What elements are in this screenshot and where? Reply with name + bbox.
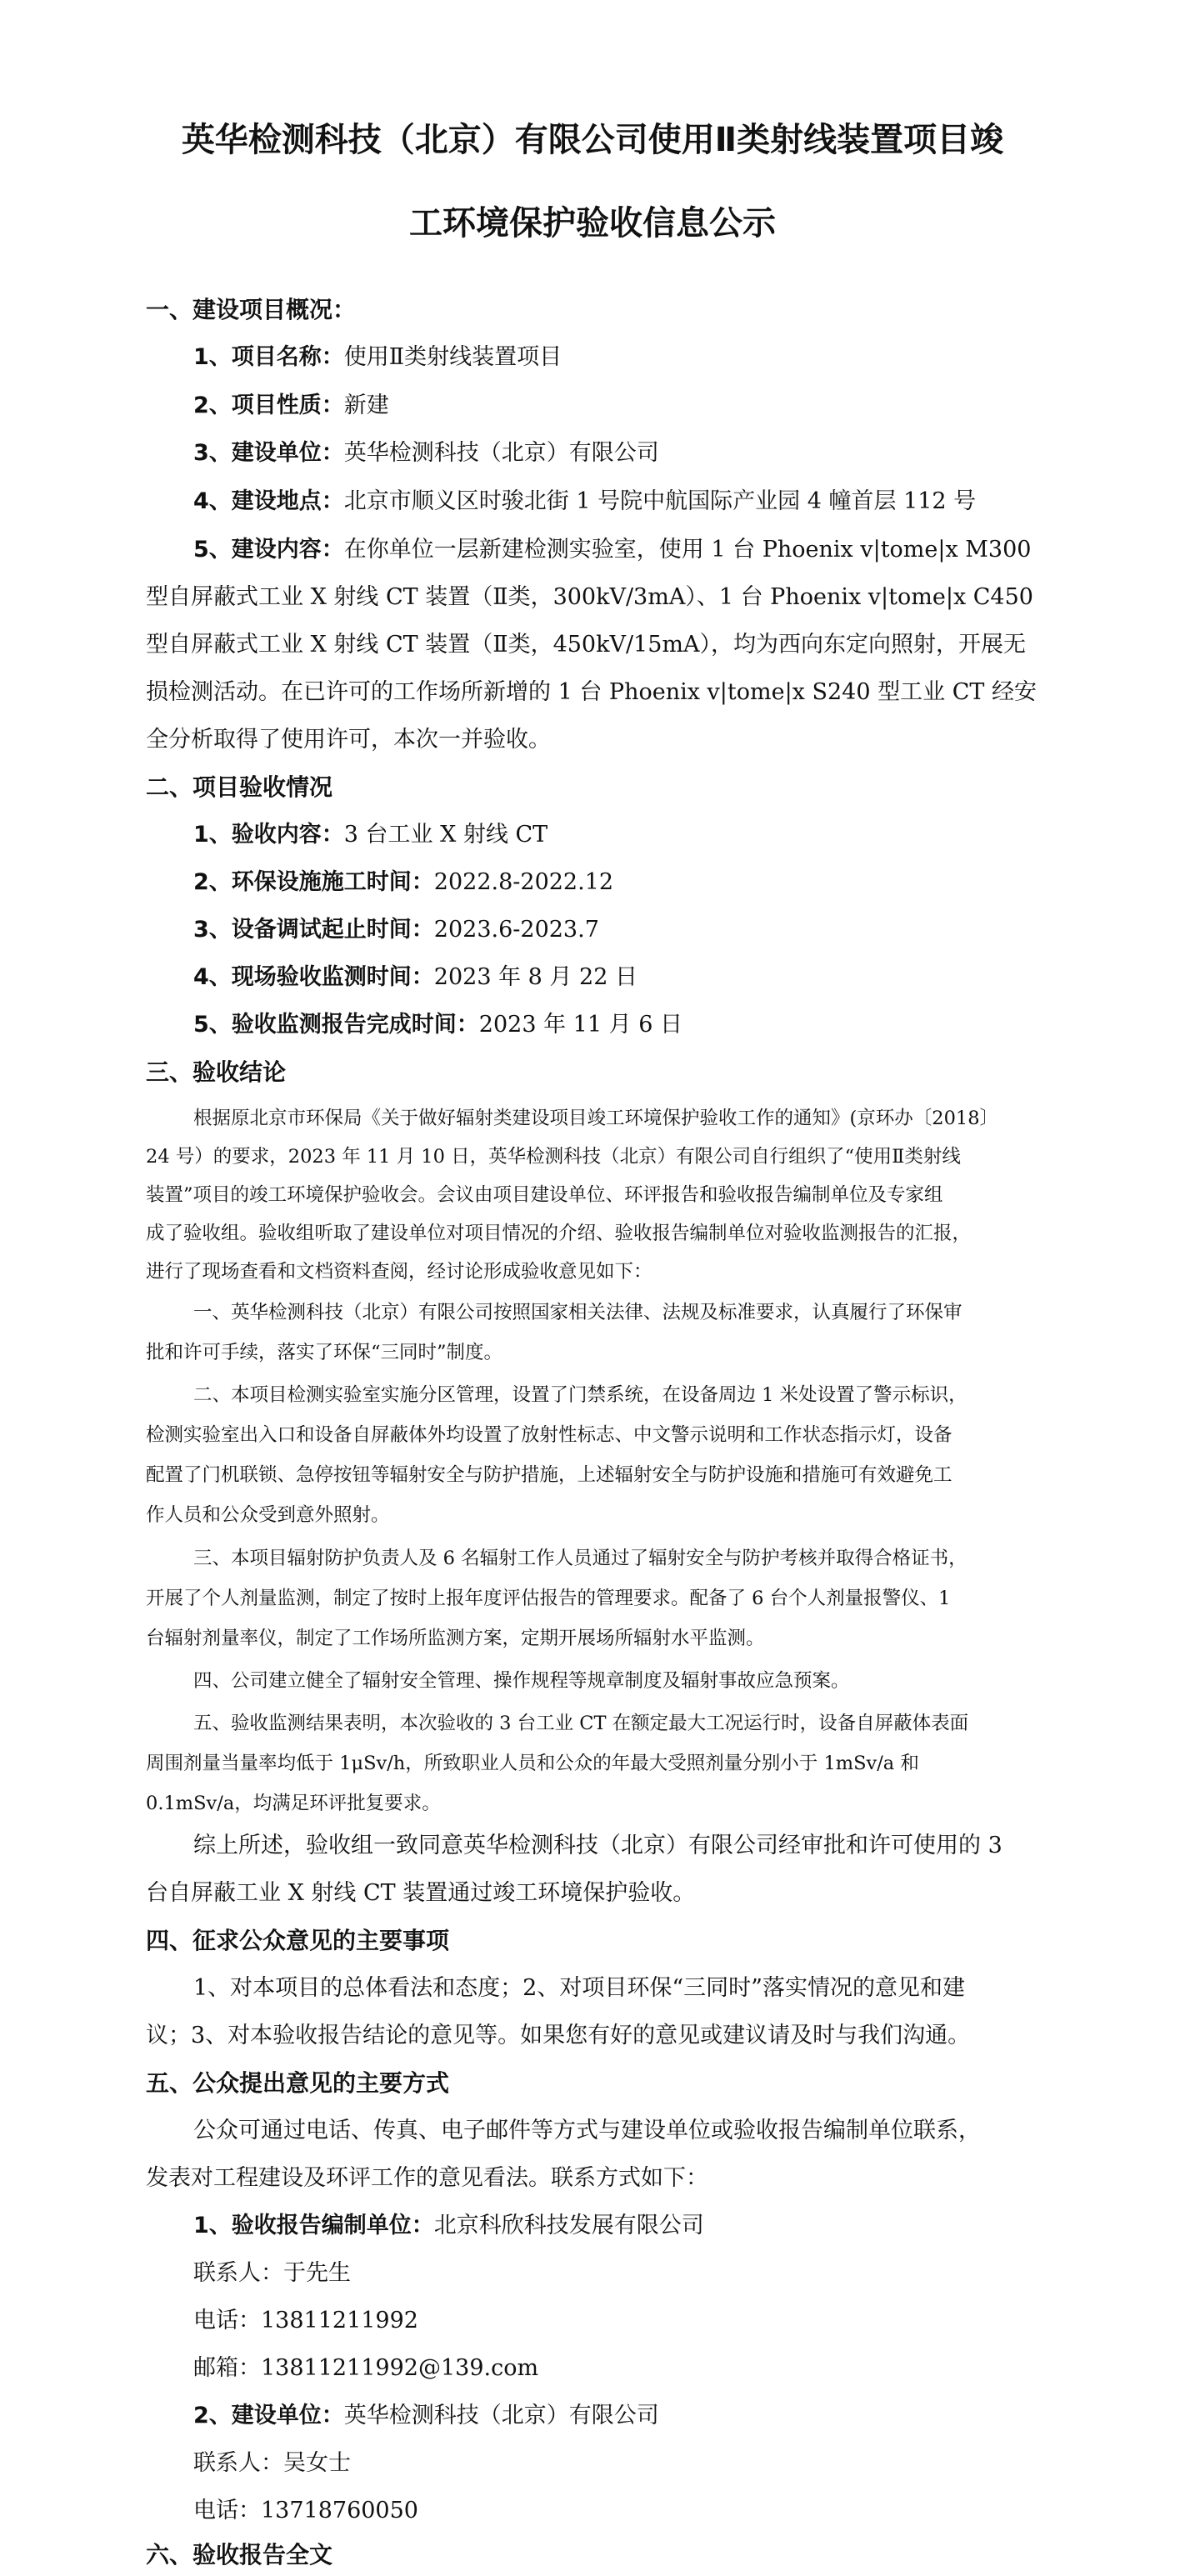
debug-time-value: 2023.6-2023.7 <box>433 917 599 943</box>
content-line-3: 型自屏蔽式工业 X 射线 CT 装置（Ⅱ类，450kV/15mA），均为西向东定向照射，开展无 <box>146 632 1027 658</box>
location-row <box>193 485 976 518</box>
acceptance-content-value: 3 台工业 X 射线 CT <box>343 822 548 848</box>
content-line-2: 型自屏蔽式工业 X 射线 CT 装置（Ⅱ类，300kV/3mA）、1 台 Phoenix v|tome|x C450 <box>146 584 1033 610</box>
builder-label: 3、建设单位： <box>193 440 344 466</box>
document-title <box>117 98 1068 265</box>
report-unit-row <box>193 2209 704 2243</box>
conclusion-line: 一、英华检测科技（北京）有限公司按照国家相关法律、法规及标准要求，认真履行了环保审 <box>193 1302 962 1323</box>
conclusion-line: 三、本项目辐射防护负责人及 6 名辐射工作人员通过了辐射安全与防护考核并取得合格证书， <box>193 1548 968 1569</box>
conclusion-line: 批和许可手续，落实了环保“三同时”制度。 <box>146 1342 503 1363</box>
monitoring-time-row <box>193 961 638 994</box>
conclusion-line: 开展了个人剂量监测，制定了按时上报年度评估报告的管理要求。配备了 6 台个人剂量报警仪、1 <box>146 1588 951 1609</box>
builder-row <box>193 437 659 470</box>
report-unit-label: 1、验收报告编制单位： <box>193 2213 434 2238</box>
section-4-heading: 四、征求公众意见的主要事项 <box>146 1927 450 1954</box>
construction-time-row <box>193 866 613 899</box>
builder-contact-label: 2、建设单位： <box>193 2403 344 2428</box>
section-5-heading: 五、公众提出意见的主要方式 <box>146 2069 450 2097</box>
content-row <box>193 533 1031 567</box>
location-value: 北京市顺义区时骏北街 1 号院中航国际产业园 4 幢首层 112 号 <box>343 488 977 514</box>
section-2-heading: 二、项目验收情况 <box>146 773 333 801</box>
conclusion-line: 配置了门机联锁、急停按钮等辐射安全与防护措施，上述辐射安全与防护设施和措施可有效避免工 <box>146 1464 952 1486</box>
project-nature-row <box>193 389 389 423</box>
title-line-2: 工环境保护验收信息公示 <box>409 204 776 243</box>
conclusion-line: 作人员和公众受到意外照射。 <box>146 1504 390 1526</box>
content-line-5: 全分析取得了使用许可，本次一并验收。 <box>146 727 551 753</box>
builder-contact-person: 联系人：吴女士 <box>193 2450 351 2476</box>
title-line-1: 英华检测科技（北京）有限公司使用Ⅱ类射线装置项目竣 <box>181 121 1004 159</box>
monitoring-time-label: 4、现场验收监测时间： <box>193 964 434 990</box>
acceptance-content-row <box>193 818 548 852</box>
opinion-line-1: 1、对本项目的总体看法和态度；2、对项目环保“三同时”落实情况的意见和建 <box>193 1975 965 2001</box>
builder-contact-phone: 电话：13718760050 <box>193 2498 418 2523</box>
project-nature-value: 新建 <box>343 393 389 418</box>
conclusion-line: 进行了现场查看和文档资料查阅，经讨论形成验收意见如下： <box>146 1261 652 1283</box>
conclusion-line: 检测实验室出入口和设备自屏蔽体外均设置了放射性标志、中文警示说明和工作状态指示灯，设备 <box>146 1424 952 1446</box>
report-time-row <box>193 1008 682 1042</box>
conclusion-line: 二、本项目检测实验室实施分区管理，设置了门禁系统，在设备周边 1 米处设置了警示标识， <box>193 1384 968 1406</box>
report-unit-value: 北京科欣科技发展有限公司 <box>433 2213 704 2238</box>
contact-intro-line-2: 发表对工程建设及环评工作的意见看法。联系方式如下： <box>146 2165 708 2191</box>
opinion-line-2: 议；3、对本验收报告结论的意见等。如果您有好的意见或建议请及时与我们沟通。 <box>146 2023 971 2048</box>
conclusion-line: 周围剂量当量率均低于 1μSv/h，所致职业人员和公众的年最大受照剂量分别小于 1mSv/a 和 <box>146 1753 919 1774</box>
conclusion-line: 四、公司建立健全了辐射安全管理、操作规程等规章制度及辐射事故应急预案。 <box>193 1670 850 1692</box>
builder-contact-value: 英华检测科技（北京）有限公司 <box>343 2403 659 2428</box>
monitoring-time-value: 2023 年 8 月 22 日 <box>433 964 638 990</box>
conclusion-line: 根据原北京市环保局《关于做好辐射类建设项目竣工环境保护验收工作的通知》(京环办〔2018〕 <box>193 1108 999 1129</box>
location-label: 4、建设地点： <box>193 488 344 514</box>
section-3-heading: 三、验收结论 <box>146 1058 287 1086</box>
project-name-value: 使用Ⅱ类射线装置项目 <box>343 344 562 370</box>
section-6-heading: 六、验收报告全文 <box>146 2541 333 2568</box>
acceptance-content-label: 1、验收内容： <box>193 822 344 848</box>
report-unit-email: 邮箱：13811211992@139.com <box>193 2355 539 2381</box>
section-1-heading: 一、建设项目概况： <box>146 296 357 323</box>
builder-value: 英华检测科技（北京）有限公司 <box>343 440 659 466</box>
summary-line-1: 综上所述，验收组一致同意英华检测科技（北京）有限公司经审批和许可使用的 3 <box>193 1833 1002 1858</box>
report-unit-contact: 联系人：于先生 <box>193 2260 351 2286</box>
project-name-row <box>193 341 562 374</box>
project-name-label: 1、项目名称： <box>193 344 344 370</box>
conclusion-line: 台辐射剂量率仪，制定了工作场所监测方案，定期开展场所辐射水平监测。 <box>146 1628 765 1649</box>
conclusion-line: 0.1mSv/a，均满足环评批复要求。 <box>146 1793 441 1814</box>
construction-time-value: 2022.8-2022.12 <box>433 869 614 895</box>
report-time-label: 5、验收监测报告完成时间： <box>193 1012 479 1038</box>
conclusion-line: 成了验收组。验收组听取了建设单位对项目情况的介绍、验收报告编制单位对验收监测报告的汇报， <box>146 1223 972 1244</box>
debug-time-label: 3、设备调试起止时间： <box>193 917 434 943</box>
report-time-value: 2023 年 11 月 6 日 <box>478 1012 682 1038</box>
conclusion-line: 五、验收监测结果表明，本次验收的 3 台工业 CT 在额定最大工况运行时，设备自屏蔽体表面 <box>193 1713 969 1734</box>
debug-time-row <box>193 913 599 947</box>
contact-intro-line-1: 公众可通过电话、传真、电子邮件等方式与建设单位或验收报告编制单位联系， <box>193 2118 981 2143</box>
summary-line-2: 台自屏蔽工业 X 射线 CT 装置通过竣工环境保护验收。 <box>146 1880 696 1906</box>
construction-time-label: 2、环保设施施工时间： <box>193 869 434 895</box>
conclusion-line: 装置”项目的竣工环境保护验收会。会议由项目建设单位、环评报告和验收报告编制单位及专家组 <box>146 1184 943 1206</box>
content-label: 5、建设内容： <box>193 537 344 563</box>
content-line-4: 损检测活动。在已许可的工作场所新增的 1 台 Phoenix v|tome|x S240 型工业 CT 经安 <box>146 679 1037 705</box>
builder-contact-row <box>193 2399 659 2433</box>
report-unit-phone: 电话：13811211992 <box>193 2308 418 2333</box>
conclusion-line: 24 号）的要求，2023 年 11 月 10 日，英华检测科技（北京）有限公司自行组织了“使用Ⅱ类射线 <box>146 1146 961 1168</box>
content-line-1: 在你单位一层新建检测实验室，使用 1 台 Phoenix v|tome|x M300 <box>343 537 1032 563</box>
project-nature-label: 2、项目性质： <box>193 393 344 418</box>
